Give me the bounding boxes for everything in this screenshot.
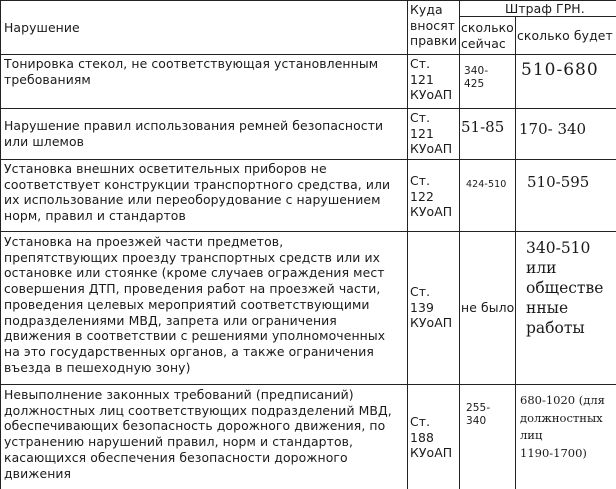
- row-2-article: Ст. 121 КУоАП: [410, 110, 453, 157]
- row-5-violation: Невыполнение законных требований (предписаний) должностных лиц соответствующих подразделений МВД, обеспечивающих безопасность дорожного движения, по устранению нарушений правил, норм и стандартов, касающихся обеспечения безопасности дорожного движения: [4, 387, 392, 481]
- header-violation: Нарушение: [4, 20, 80, 35]
- row-divider: [0, 384, 616, 385]
- row-4-will-be: 340-510 или обществе нные работы: [526, 239, 604, 337]
- row-divider: [0, 54, 616, 55]
- row-4-now: не было: [461, 300, 515, 315]
- header-will-be: сколько будет: [517, 28, 613, 43]
- header-where: Куда вносят правки: [410, 2, 457, 49]
- column-divider: [407, 0, 408, 489]
- row-4-article: Ст. 139 КУоАП: [410, 284, 453, 331]
- row-1-now: 340- 425: [464, 65, 489, 90]
- row-2-will-be: 170- 340: [519, 120, 587, 138]
- row-2-now: 51-85: [461, 118, 505, 136]
- row-5-will-be: 680-1020 (для должностных лиц 1190-1700): [520, 393, 605, 460]
- table-border-left: [0, 0, 1, 489]
- row-divider: [0, 231, 616, 232]
- row-3-will-be: 510-595: [527, 173, 590, 191]
- header-fine: Штраф ГРН.: [505, 1, 585, 16]
- row-5-article: Ст. 188 КУоАП: [410, 414, 453, 461]
- row-5-now: 255- 340: [466, 402, 491, 427]
- row-divider: [0, 159, 616, 160]
- header-now: сколько сейчас: [461, 20, 514, 51]
- row-1-will-be: 510-680: [521, 60, 599, 80]
- row-divider: [0, 108, 616, 109]
- column-divider: [515, 16, 516, 489]
- row-1-violation: Тонировка стекол, не соответствующая установленным требованиям: [4, 56, 379, 87]
- row-3-now: 424-510: [466, 179, 507, 190]
- row-2-violation: Нарушение правил использования ремней безопасности или шлемов: [4, 118, 384, 149]
- row-4-violation: Установка на проезжей части предметов, препятствующих проезду транспортных средств или их остановке или стоянке (кроме случаев ограждения мест совершения ДТП, проведения работ на проезжей части, проведения целевых мероприятий соответствующими подразделениями МВД, запрета или ограничения движения в соответствии с решениями уполномоченных на это государственных органов, а также ограничения въезда в пешеходную зону): [4, 234, 386, 375]
- row-3-article: Ст. 122 КУоАП: [410, 173, 453, 220]
- row-3-violation: Установка внешних осветительных приборов не соответствует конструкции транспортного средства, или их использование или переоборудование с нарушением норм, правил и стандартов: [4, 161, 391, 224]
- row-1-article: Ст. 121 КУоАП: [410, 56, 453, 103]
